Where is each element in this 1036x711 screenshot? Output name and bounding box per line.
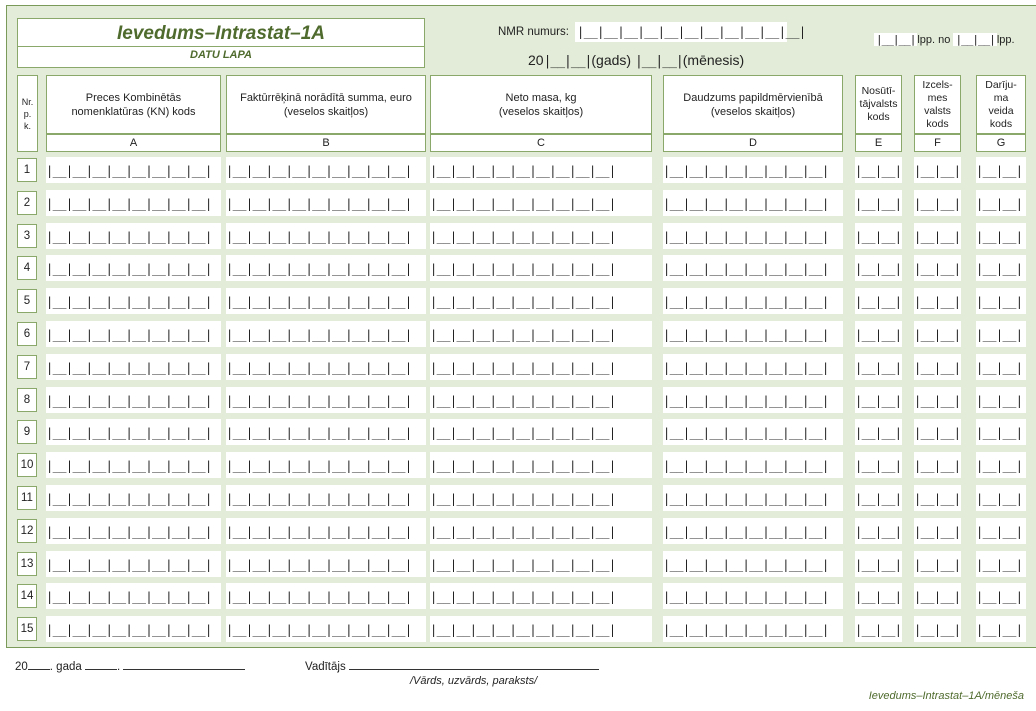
cell-g-input[interactable]: |__|__| [976, 583, 1026, 609]
column-header-c-line2: (veselos skaitļos) [498, 105, 584, 118]
cell-e-input[interactable]: |__|__| [855, 157, 902, 183]
cell-c-input[interactable]: |__|__|__|__|__|__|__|__|__| [430, 157, 652, 183]
footer-date[interactable] [15, 658, 245, 673]
cell-b-input[interactable]: |__|__|__|__|__|__|__|__|__| [226, 485, 426, 511]
cell-f-input[interactable]: |__|__| [914, 518, 961, 544]
cell-g-input[interactable]: |__|__| [976, 190, 1026, 216]
cell-b-input[interactable]: |__|__|__|__|__|__|__|__|__| [226, 583, 426, 609]
column-header-c [430, 75, 652, 134]
column-header-d-line1: Daudzums papildmērvienībā [683, 91, 823, 104]
cell-e-input[interactable]: |__|__| [855, 223, 902, 249]
cell-b-input[interactable]: |__|__|__|__|__|__|__|__|__| [226, 616, 426, 642]
month-blank[interactable] [123, 658, 245, 670]
column-letter-g: G [976, 134, 1026, 152]
row-number: 15 [17, 617, 37, 641]
cell-f-input[interactable]: |__|__| [914, 583, 961, 609]
cell-a-input[interactable]: |__|__|__|__|__|__|__|__| [46, 485, 221, 511]
cell-b-input[interactable]: |__|__|__|__|__|__|__|__|__| [226, 518, 426, 544]
cell-b-input[interactable]: |__|__|__|__|__|__|__|__|__| [226, 452, 426, 478]
cell-d-input[interactable]: |__|__|__|__|__|__|__|__| [663, 419, 843, 445]
signature-hint: /Vārds, uzvārds, paraksts/ [410, 675, 538, 687]
nmr-slots: |__|__|__|__|__|__|__|__|__|__|__| [577, 25, 806, 39]
cell-a-input[interactable]: |__|__|__|__|__|__|__|__| [46, 321, 221, 347]
page-counter [874, 33, 1015, 46]
column-letter-a: A [46, 134, 221, 152]
page-label-total: lpp. [996, 34, 1015, 46]
cell-e-input[interactable]: |__|__| [855, 583, 902, 609]
column-header-c-line1: Neto masa, kg [505, 91, 577, 104]
cell-c-input[interactable]: |__|__|__|__|__|__|__|__|__| [430, 551, 652, 577]
cell-f-input[interactable]: |__|__| [914, 485, 961, 511]
cell-a-input[interactable]: |__|__|__|__|__|__|__|__| [46, 387, 221, 413]
cell-b-input[interactable]: |__|__|__|__|__|__|__|__|__| [226, 419, 426, 445]
form-subtitle: DATU LAPA [190, 49, 252, 61]
column-header-g-line1: Darīju- [985, 78, 1017, 91]
cell-e-input[interactable]: |__|__| [855, 616, 902, 642]
column-header-f-line1: Izcels- [922, 78, 953, 91]
column-header-a-line1: Preces Kombinētās [85, 91, 182, 104]
nmr-input[interactable] [575, 22, 806, 42]
cell-e-input[interactable]: |__|__| [855, 190, 902, 216]
column-header-g-line2: ma [993, 91, 1009, 104]
cell-d-input[interactable]: |__|__|__|__|__|__|__|__| [663, 288, 843, 314]
column-header-d-line2: (veselos skaitļos) [710, 105, 796, 118]
manager-label: Vadītājs [305, 661, 346, 673]
cell-f-input[interactable]: |__|__| [914, 616, 961, 642]
cell-d-input[interactable]: |__|__|__|__|__|__|__|__| [663, 616, 843, 642]
cell-c-input[interactable]: |__|__|__|__|__|__|__|__|__| [430, 190, 652, 216]
cell-b-input[interactable]: |__|__|__|__|__|__|__|__|__| [226, 223, 426, 249]
cell-b-input[interactable]: |__|__|__|__|__|__|__|__|__| [226, 551, 426, 577]
row-number: 1 [17, 158, 37, 182]
cell-f-input[interactable]: |__|__| [914, 452, 961, 478]
column-header-f-line3: valsts [924, 104, 951, 117]
cell-a-input[interactable]: |__|__|__|__|__|__|__|__| [46, 223, 221, 249]
cell-f-input[interactable]: |__|__| [914, 157, 961, 183]
cell-d-input[interactable]: |__|__|__|__|__|__|__|__| [663, 518, 843, 544]
cell-d-input[interactable]: |__|__|__|__|__|__|__|__| [663, 354, 843, 380]
period-prefix: 20 [528, 52, 544, 68]
cell-e-input[interactable]: |__|__| [855, 518, 902, 544]
cell-c-input[interactable]: |__|__|__|__|__|__|__|__|__| [430, 223, 652, 249]
row-number: 10 [17, 453, 37, 477]
cell-a-input[interactable]: |__|__|__|__|__|__|__|__| [46, 190, 221, 216]
row-number: 3 [17, 224, 37, 248]
page-total-input[interactable]: |__|__| [955, 33, 995, 46]
cell-e-input[interactable]: |__|__| [855, 551, 902, 577]
cell-e-input[interactable]: |__|__| [855, 452, 902, 478]
row-number: 11 [17, 486, 37, 510]
column-letter-f: F [914, 134, 961, 152]
cell-g-input[interactable]: |__|__| [976, 354, 1026, 380]
cell-b-input[interactable]: |__|__|__|__|__|__|__|__|__| [226, 288, 426, 314]
cell-c-input[interactable]: |__|__|__|__|__|__|__|__|__| [430, 452, 652, 478]
column-letter-e: E [855, 134, 902, 152]
cell-d-input[interactable]: |__|__|__|__|__|__|__|__| [663, 255, 843, 281]
title-box [17, 18, 425, 68]
column-header-a-line2: nomenklatūras (KN) kods [71, 105, 196, 118]
cell-a-input[interactable]: |__|__|__|__|__|__|__|__| [46, 452, 221, 478]
cell-f-input[interactable]: |__|__| [914, 321, 961, 347]
cell-c-input[interactable]: |__|__|__|__|__|__|__|__|__| [430, 354, 652, 380]
cell-c-input[interactable]: |__|__|__|__|__|__|__|__|__| [430, 419, 652, 445]
column-letter-d: D [663, 134, 843, 152]
cell-a-input[interactable]: |__|__|__|__|__|__|__|__| [46, 583, 221, 609]
cell-b-input[interactable]: |__|__|__|__|__|__|__|__|__| [226, 354, 426, 380]
cell-g-input[interactable]: |__|__| [976, 255, 1026, 281]
column-header-e [855, 75, 902, 134]
cell-b-input[interactable]: |__|__|__|__|__|__|__|__|__| [226, 255, 426, 281]
cell-d-input[interactable]: |__|__|__|__|__|__|__|__| [663, 223, 843, 249]
column-header-e-line1: Nosūtī- [861, 85, 896, 97]
column-header-f [914, 75, 961, 134]
cell-g-input[interactable]: |__|__| [976, 223, 1026, 249]
cell-g-input[interactable]: |__|__| [976, 485, 1026, 511]
manager-signature-line[interactable] [349, 658, 599, 670]
cell-e-input[interactable]: |__|__| [855, 419, 902, 445]
cell-b-input[interactable]: |__|__|__|__|__|__|__|__|__| [226, 387, 426, 413]
cell-d-input[interactable]: |__|__|__|__|__|__|__|__| [663, 551, 843, 577]
cell-a-input[interactable]: |__|__|__|__|__|__|__|__| [46, 288, 221, 314]
column-header-f-line2: mes [927, 91, 948, 104]
cell-d-input[interactable]: |__|__|__|__|__|__|__|__| [663, 321, 843, 347]
row-number: 9 [17, 420, 37, 444]
footer-date-prefix: 20 [15, 661, 28, 673]
row-number: 14 [17, 584, 37, 608]
row-number: 7 [17, 355, 37, 379]
cell-f-input[interactable]: |__|__| [914, 223, 961, 249]
cell-d-input[interactable]: |__|__|__|__|__|__|__|__| [663, 387, 843, 413]
cell-e-input[interactable]: |__|__| [855, 321, 902, 347]
row-number: 5 [17, 289, 37, 313]
cell-c-input[interactable]: |__|__|__|__|__|__|__|__|__| [430, 616, 652, 642]
row-number: 12 [17, 519, 37, 543]
column-header-g [976, 75, 1026, 134]
cell-e-input[interactable]: |__|__| [855, 387, 902, 413]
column-header-d [663, 75, 843, 134]
column-header-e-line2: tājvalsts [859, 98, 898, 110]
column-header-a [46, 75, 221, 134]
cell-e-input[interactable]: |__|__| [855, 288, 902, 314]
cell-a-input[interactable]: |__|__|__|__|__|__|__|__| [46, 419, 221, 445]
cell-f-input[interactable]: |__|__| [914, 255, 961, 281]
cell-g-input[interactable]: |__|__| [976, 157, 1026, 183]
cell-g-input[interactable]: |__|__| [976, 321, 1026, 347]
cell-f-input[interactable]: |__|__| [914, 387, 961, 413]
cell-g-input[interactable]: |__|__| [976, 452, 1026, 478]
day-blank[interactable] [85, 658, 117, 670]
cell-a-input[interactable]: |__|__|__|__|__|__|__|__| [46, 255, 221, 281]
cell-f-input[interactable]: |__|__| [914, 551, 961, 577]
cell-f-input[interactable]: |__|__| [914, 419, 961, 445]
cell-d-input[interactable]: |__|__|__|__|__|__|__|__| [663, 452, 843, 478]
row-number: 4 [17, 256, 37, 280]
year-slots[interactable]: |__|__| [543, 54, 592, 69]
year-label: (gads) [591, 52, 632, 68]
column-header-g-line3: veida [988, 104, 1014, 117]
cell-e-input[interactable]: |__|__| [855, 255, 902, 281]
cell-d-input[interactable]: |__|__|__|__|__|__|__|__| [663, 583, 843, 609]
cell-d-input[interactable]: |__|__|__|__|__|__|__|__| [663, 157, 843, 183]
row-number: 2 [17, 191, 37, 215]
row-number: 13 [17, 552, 37, 576]
cell-a-input[interactable]: |__|__|__|__|__|__|__|__| [46, 354, 221, 380]
cell-g-input[interactable]: |__|__| [976, 288, 1026, 314]
cell-a-input[interactable]: |__|__|__|__|__|__|__|__| [46, 616, 221, 642]
cell-b-input[interactable]: |__|__|__|__|__|__|__|__|__| [226, 157, 426, 183]
cell-g-input[interactable]: |__|__| [976, 387, 1026, 413]
form-code: Ievedums–Intrastat–1A/mēneša [868, 690, 1024, 702]
column-letter-b: B [226, 134, 426, 152]
cell-c-input[interactable]: |__|__|__|__|__|__|__|__|__| [430, 583, 652, 609]
row-number-header-label: Nr. p. k. [21, 96, 34, 131]
page-number-input[interactable]: |__|__| [876, 33, 916, 46]
nmr-label: NMR numurs: [498, 26, 569, 38]
cell-d-input[interactable]: |__|__|__|__|__|__|__|__| [663, 485, 843, 511]
cell-f-input[interactable]: |__|__| [914, 354, 961, 380]
column-header-b-line1: Faktūrrēķinā norādītā summa, euro [240, 91, 412, 104]
row-number: 6 [17, 322, 37, 346]
cell-c-input[interactable]: |__|__|__|__|__|__|__|__|__| [430, 288, 652, 314]
cell-g-input[interactable]: |__|__| [976, 616, 1026, 642]
cell-c-input[interactable]: |__|__|__|__|__|__|__|__|__| [430, 321, 652, 347]
cell-c-input[interactable]: |__|__|__|__|__|__|__|__|__| [430, 485, 652, 511]
cell-e-input[interactable]: |__|__| [855, 354, 902, 380]
row-number-header [17, 75, 38, 152]
column-header-g-line4: kods [989, 117, 1013, 130]
month-slots[interactable]: |__|__| [634, 54, 683, 69]
form-title: Ievedums–Intrastat–1A [18, 21, 424, 47]
column-header-b [226, 75, 426, 134]
footer-date-text1: . gada [49, 661, 82, 673]
month-label: (mēnesis) [682, 52, 745, 68]
cell-g-input[interactable]: |__|__| [976, 419, 1026, 445]
cell-f-input[interactable]: |__|__| [914, 190, 961, 216]
column-header-b-line2: (veselos skaitļos) [283, 105, 369, 118]
cell-f-input[interactable]: |__|__| [914, 288, 961, 314]
period-field[interactable] [528, 52, 744, 69]
cell-c-input[interactable]: |__|__|__|__|__|__|__|__|__| [430, 387, 652, 413]
cell-e-input[interactable]: |__|__| [855, 485, 902, 511]
cell-b-input[interactable]: |__|__|__|__|__|__|__|__|__| [226, 321, 426, 347]
cell-a-input[interactable]: |__|__|__|__|__|__|__|__| [46, 157, 221, 183]
cell-g-input[interactable]: |__|__| [976, 518, 1026, 544]
cell-c-input[interactable]: |__|__|__|__|__|__|__|__|__| [430, 255, 652, 281]
column-letter-c: C [430, 134, 652, 152]
cell-b-input[interactable]: |__|__|__|__|__|__|__|__|__| [226, 190, 426, 216]
cell-a-input[interactable]: |__|__|__|__|__|__|__|__| [46, 551, 221, 577]
page-label-of: lpp. no [917, 34, 951, 46]
cell-c-input[interactable]: |__|__|__|__|__|__|__|__|__| [430, 518, 652, 544]
row-number: 8 [17, 388, 37, 412]
column-header-e-line3: kods [867, 111, 890, 123]
cell-a-input[interactable]: |__|__|__|__|__|__|__|__| [46, 518, 221, 544]
cell-d-input[interactable]: |__|__|__|__|__|__|__|__| [663, 190, 843, 216]
footer-manager[interactable] [305, 658, 599, 673]
year-blank[interactable] [28, 658, 50, 670]
column-header-f-line4: kods [926, 117, 949, 130]
cell-g-input[interactable]: |__|__| [976, 551, 1026, 577]
footer-date-text2: . [116, 661, 121, 673]
